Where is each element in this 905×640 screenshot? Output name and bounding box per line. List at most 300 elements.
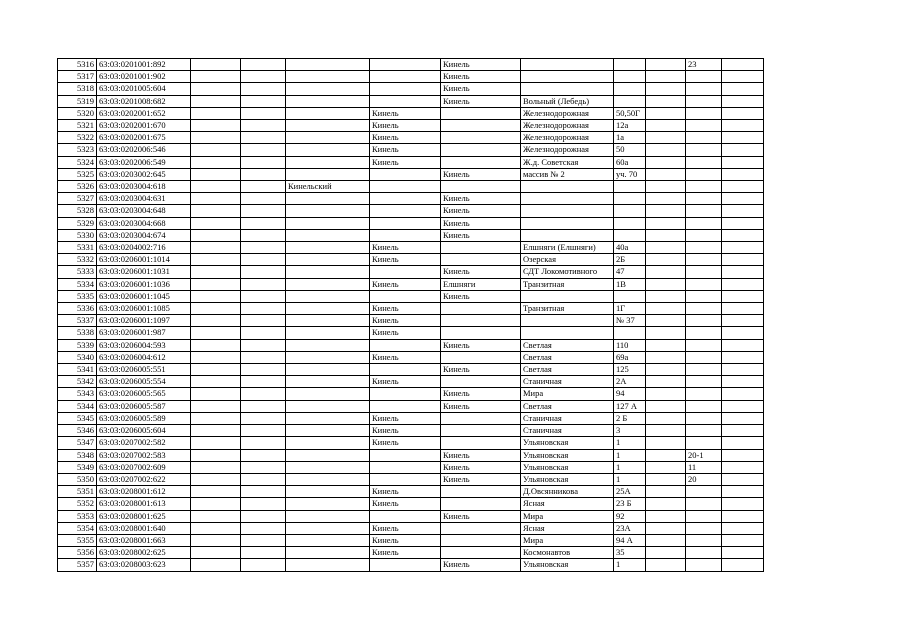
city-b: Кинель: [441, 217, 521, 229]
building: [646, 327, 686, 339]
col-l: [722, 449, 764, 461]
row-number: 5340: [58, 351, 97, 363]
col-d: [241, 315, 286, 327]
building: [646, 120, 686, 132]
building: [646, 168, 686, 180]
house-number: 1: [614, 559, 646, 571]
cadastral-number: 63:03:0202006:549: [97, 156, 191, 168]
house-number: 1: [614, 437, 646, 449]
col-d: [241, 510, 286, 522]
col-c: [191, 400, 241, 412]
col-c: [191, 156, 241, 168]
table-row: [58, 473, 764, 485]
row-number: 5336: [58, 303, 97, 315]
district: [286, 473, 370, 485]
row-number: 5342: [58, 376, 97, 388]
table-row: [58, 351, 764, 363]
col-l: [722, 412, 764, 424]
col-d: [241, 449, 286, 461]
street: [521, 71, 614, 83]
street: Вольный (Лебедь): [521, 95, 614, 107]
cadastral-number: 63:03:0208001:612: [97, 486, 191, 498]
house-number: [614, 217, 646, 229]
table-row: [58, 229, 764, 241]
col-d: [241, 278, 286, 290]
house-number: [614, 59, 646, 71]
cadastral-number: 63:03:0206001:987: [97, 327, 191, 339]
district: [286, 132, 370, 144]
house-number: 47: [614, 266, 646, 278]
col-c: [191, 168, 241, 180]
table-row: [58, 168, 764, 180]
table-row: [58, 303, 764, 315]
city-a: [370, 83, 441, 95]
house-number: [614, 290, 646, 302]
col-l: [722, 559, 764, 571]
apartment: [686, 498, 722, 510]
apartment: [686, 327, 722, 339]
apartment: [686, 412, 722, 424]
city-b: [441, 547, 521, 559]
building: [646, 229, 686, 241]
apartment: [686, 522, 722, 534]
street: [521, 205, 614, 217]
col-c: [191, 59, 241, 71]
city-a: Кинель: [370, 425, 441, 437]
col-l: [722, 205, 764, 217]
street: [521, 290, 614, 302]
house-number: [614, 95, 646, 107]
col-c: [191, 376, 241, 388]
cadastral-number: 63:03:0203004:674: [97, 229, 191, 241]
col-c: [191, 229, 241, 241]
cadastral-number: 63:03:0202006:546: [97, 144, 191, 156]
apartment: 11: [686, 461, 722, 473]
city-b: [441, 412, 521, 424]
col-c: [191, 132, 241, 144]
street: Мира: [521, 510, 614, 522]
city-b: [441, 351, 521, 363]
table-row: [58, 144, 764, 156]
building: [646, 425, 686, 437]
city-a: Кинель: [370, 120, 441, 132]
city-b: [441, 144, 521, 156]
district: [286, 254, 370, 266]
apartment: [686, 181, 722, 193]
row-number: 5327: [58, 193, 97, 205]
building: [646, 132, 686, 144]
building: [646, 473, 686, 485]
city-b: Кинель: [441, 364, 521, 376]
col-d: [241, 193, 286, 205]
house-number: 23 Б: [614, 498, 646, 510]
apartment: [686, 107, 722, 119]
table-row: [58, 217, 764, 229]
cadastral-number: 63:03:0208001:625: [97, 510, 191, 522]
row-number: 5330: [58, 229, 97, 241]
district: [286, 205, 370, 217]
col-d: [241, 107, 286, 119]
building: [646, 449, 686, 461]
table-row: [58, 461, 764, 473]
city-b: Кинель: [441, 510, 521, 522]
street: массив № 2: [521, 168, 614, 180]
house-number: 69а: [614, 351, 646, 363]
house-number: 60а: [614, 156, 646, 168]
district: [286, 547, 370, 559]
row-number: 5352: [58, 498, 97, 510]
house-number: 25А: [614, 486, 646, 498]
apartment: [686, 315, 722, 327]
table-row: [58, 193, 764, 205]
city-b: [441, 156, 521, 168]
col-c: [191, 327, 241, 339]
col-d: [241, 559, 286, 571]
street: [521, 83, 614, 95]
building: [646, 339, 686, 351]
building: [646, 217, 686, 229]
apartment: [686, 217, 722, 229]
col-c: [191, 559, 241, 571]
col-d: [241, 229, 286, 241]
building: [646, 181, 686, 193]
city-a: Кинель: [370, 144, 441, 156]
district: [286, 449, 370, 461]
house-number: 2 Б: [614, 412, 646, 424]
table-row: [58, 290, 764, 302]
row-number: 5329: [58, 217, 97, 229]
row-number: 5357: [58, 559, 97, 571]
col-l: [722, 351, 764, 363]
building: [646, 144, 686, 156]
city-a: [370, 473, 441, 485]
city-a: [370, 339, 441, 351]
cadastral-number: 63:03:0206005:589: [97, 412, 191, 424]
city-a: Кинель: [370, 315, 441, 327]
city-a: [370, 193, 441, 205]
city-b: [441, 303, 521, 315]
row-number: 5324: [58, 156, 97, 168]
col-l: [722, 547, 764, 559]
col-d: [241, 388, 286, 400]
col-l: [722, 83, 764, 95]
col-d: [241, 486, 286, 498]
house-number: 23А: [614, 522, 646, 534]
street: Мира: [521, 388, 614, 400]
city-a: [370, 364, 441, 376]
cadastral-number: 63:03:0204002:716: [97, 242, 191, 254]
col-d: [241, 205, 286, 217]
col-l: [722, 303, 764, 315]
building: [646, 522, 686, 534]
apartment: [686, 303, 722, 315]
city-b: Кинель: [441, 95, 521, 107]
table-row: [58, 425, 764, 437]
street: Ж.д. Советская: [521, 156, 614, 168]
district: [286, 339, 370, 351]
apartment: [686, 290, 722, 302]
district: [286, 193, 370, 205]
apartment: [686, 144, 722, 156]
table-row: [58, 83, 764, 95]
building: [646, 290, 686, 302]
col-d: [241, 217, 286, 229]
city-b: [441, 522, 521, 534]
building: [646, 461, 686, 473]
house-number: 1В: [614, 278, 646, 290]
district: [286, 156, 370, 168]
city-a: Кинель: [370, 547, 441, 559]
city-a: [370, 449, 441, 461]
city-b: [441, 425, 521, 437]
col-d: [241, 461, 286, 473]
table-row: [58, 315, 764, 327]
district: [286, 510, 370, 522]
city-b: [441, 254, 521, 266]
cadastral-number: 63:03:0201008:682: [97, 95, 191, 107]
street: [521, 181, 614, 193]
building: [646, 351, 686, 363]
city-b: Кинель: [441, 168, 521, 180]
col-c: [191, 290, 241, 302]
cadastral-number: 63:03:0202001:652: [97, 107, 191, 119]
apartment: [686, 351, 722, 363]
col-c: [191, 181, 241, 193]
building: [646, 59, 686, 71]
col-l: [722, 510, 764, 522]
row-number: 5339: [58, 339, 97, 351]
col-l: [722, 181, 764, 193]
city-b: [441, 132, 521, 144]
street: Железнодорожная: [521, 132, 614, 144]
street: Ясная: [521, 522, 614, 534]
city-a: [370, 290, 441, 302]
col-d: [241, 71, 286, 83]
city-a: [370, 205, 441, 217]
street: Станичная: [521, 425, 614, 437]
col-c: [191, 522, 241, 534]
cadastral-number: 63:03:0207002:609: [97, 461, 191, 473]
street: Светлая: [521, 364, 614, 376]
city-a: Кинель: [370, 278, 441, 290]
building: [646, 534, 686, 546]
col-c: [191, 120, 241, 132]
col-l: [722, 217, 764, 229]
district: [286, 315, 370, 327]
apartment: 20: [686, 473, 722, 485]
col-d: [241, 437, 286, 449]
city-b: Кинель: [441, 205, 521, 217]
building: [646, 486, 686, 498]
district: [286, 351, 370, 363]
col-c: [191, 205, 241, 217]
table-row: [58, 278, 764, 290]
col-d: [241, 83, 286, 95]
house-number: 94: [614, 388, 646, 400]
row-number: 5316: [58, 59, 97, 71]
city-a: Кинель: [370, 522, 441, 534]
city-a: Кинель: [370, 107, 441, 119]
apartment: [686, 547, 722, 559]
table-row: [58, 107, 764, 119]
street: Д.Овсянникова: [521, 486, 614, 498]
row-number: 5317: [58, 71, 97, 83]
col-l: [722, 290, 764, 302]
apartment: [686, 388, 722, 400]
col-c: [191, 303, 241, 315]
col-l: [722, 71, 764, 83]
city-a: [370, 400, 441, 412]
district: [286, 120, 370, 132]
table-row: [58, 266, 764, 278]
city-a: Кинель: [370, 376, 441, 388]
building: [646, 266, 686, 278]
table-row: [58, 400, 764, 412]
city-b: Кинель: [441, 461, 521, 473]
col-c: [191, 278, 241, 290]
cadastral-number: 63:03:0201005:604: [97, 83, 191, 95]
row-number: 5337: [58, 315, 97, 327]
col-c: [191, 461, 241, 473]
street: Железнодорожная: [521, 120, 614, 132]
city-a: [370, 217, 441, 229]
row-number: 5348: [58, 449, 97, 461]
col-d: [241, 327, 286, 339]
col-d: [241, 425, 286, 437]
table-row: [58, 120, 764, 132]
apartment: [686, 168, 722, 180]
house-number: 110: [614, 339, 646, 351]
row-number: 5318: [58, 83, 97, 95]
city-b: Кинель: [441, 449, 521, 461]
house-number: [614, 193, 646, 205]
street: Ульяновская: [521, 461, 614, 473]
apartment: [686, 559, 722, 571]
table-row: [58, 59, 764, 71]
district: [286, 461, 370, 473]
cadastral-number: 63:03:0202001:675: [97, 132, 191, 144]
building: [646, 242, 686, 254]
city-a: Кинель: [370, 303, 441, 315]
col-l: [722, 266, 764, 278]
city-a: [370, 95, 441, 107]
district: [286, 498, 370, 510]
city-a: Кинель: [370, 156, 441, 168]
house-number: 1: [614, 461, 646, 473]
house-number: 2А: [614, 376, 646, 388]
apartment: [686, 242, 722, 254]
city-a: [370, 181, 441, 193]
cadastral-number: 63:03:0206004:593: [97, 339, 191, 351]
row-number: 5333: [58, 266, 97, 278]
district: [286, 278, 370, 290]
col-d: [241, 168, 286, 180]
city-b: Кинель: [441, 400, 521, 412]
col-l: [722, 339, 764, 351]
cadastral-number: 63:03:0206001:1036: [97, 278, 191, 290]
city-a: [370, 266, 441, 278]
col-d: [241, 376, 286, 388]
apartment: 23: [686, 59, 722, 71]
col-l: [722, 156, 764, 168]
house-number: 35: [614, 547, 646, 559]
building: [646, 510, 686, 522]
col-c: [191, 107, 241, 119]
cadastral-number: 63:03:0203004:618: [97, 181, 191, 193]
col-l: [722, 59, 764, 71]
table-row: [58, 510, 764, 522]
district: [286, 534, 370, 546]
street: СДТ Локомотивного: [521, 266, 614, 278]
apartment: [686, 71, 722, 83]
col-d: [241, 95, 286, 107]
building: [646, 498, 686, 510]
col-l: [722, 400, 764, 412]
row-number: 5322: [58, 132, 97, 144]
district: [286, 437, 370, 449]
house-number: [614, 71, 646, 83]
table-row: [58, 205, 764, 217]
city-a: [370, 559, 441, 571]
cadastral-number: 63:03:0206005:604: [97, 425, 191, 437]
col-d: [241, 339, 286, 351]
col-c: [191, 388, 241, 400]
house-number: [614, 229, 646, 241]
table-row: [58, 376, 764, 388]
street: Мира: [521, 534, 614, 546]
city-b: [441, 120, 521, 132]
building: [646, 95, 686, 107]
street: [521, 315, 614, 327]
col-l: [722, 437, 764, 449]
city-b: Кинель: [441, 473, 521, 485]
cadastral-number: 63:03:0208003:623: [97, 559, 191, 571]
row-number: 5332: [58, 254, 97, 266]
city-a: Кинель: [370, 351, 441, 363]
apartment: [686, 156, 722, 168]
building: [646, 193, 686, 205]
city-b: Кинель: [441, 59, 521, 71]
col-d: [241, 351, 286, 363]
apartment: [686, 83, 722, 95]
col-c: [191, 242, 241, 254]
col-d: [241, 181, 286, 193]
apartment: [686, 400, 722, 412]
city-b: Кинель: [441, 339, 521, 351]
table-row: [58, 559, 764, 571]
table-row: [58, 242, 764, 254]
cadastral-number: 63:03:0206001:1031: [97, 266, 191, 278]
col-l: [722, 534, 764, 546]
district: [286, 168, 370, 180]
apartment: 20-1: [686, 449, 722, 461]
col-d: [241, 400, 286, 412]
house-number: 40а: [614, 242, 646, 254]
col-l: [722, 132, 764, 144]
building: [646, 376, 686, 388]
col-l: [722, 95, 764, 107]
col-c: [191, 193, 241, 205]
cadastral-number: 63:03:0203004:648: [97, 205, 191, 217]
row-number: 5331: [58, 242, 97, 254]
cadastral-number: 63:03:0206001:1014: [97, 254, 191, 266]
building: [646, 559, 686, 571]
district: [286, 364, 370, 376]
building: [646, 156, 686, 168]
city-b: Кинель: [441, 83, 521, 95]
house-number: [614, 83, 646, 95]
col-l: [722, 473, 764, 485]
